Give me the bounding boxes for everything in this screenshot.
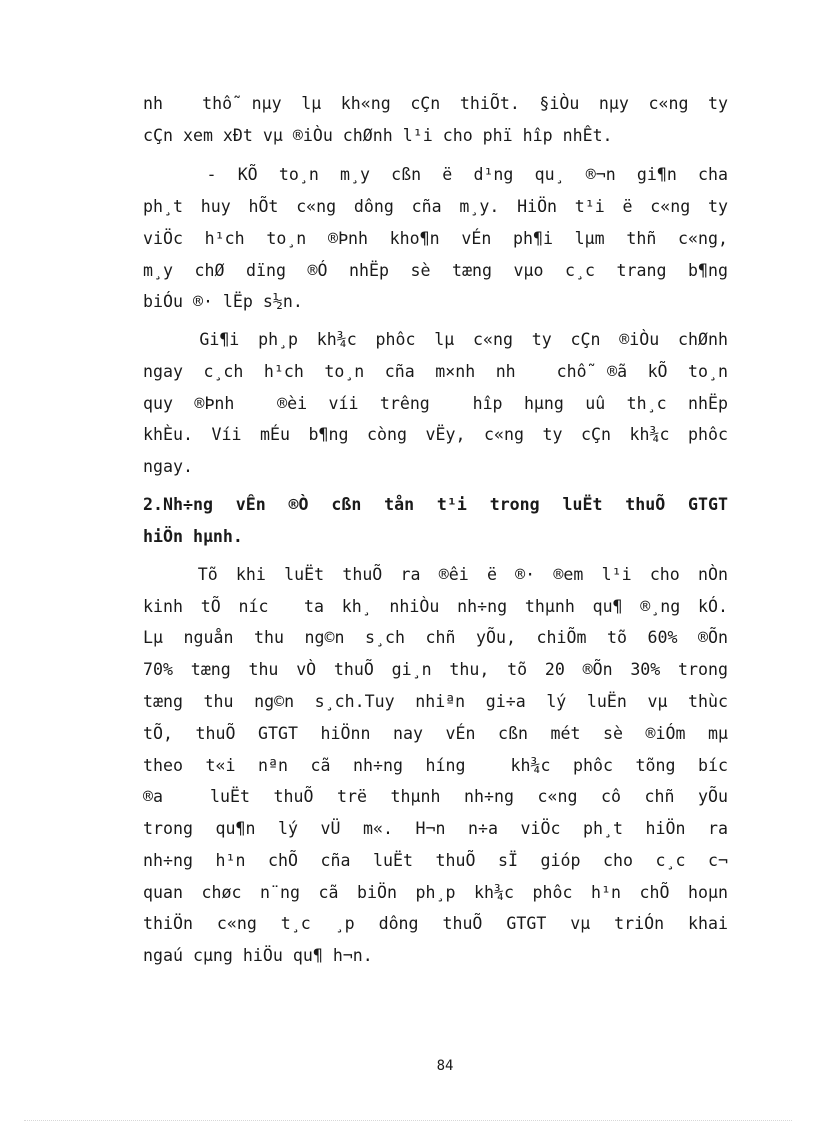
bottom-rule (24, 1120, 792, 1121)
paragraph-line: ngaú cµng hiÖu qu¶ h¬n. (143, 946, 373, 965)
page-number: 84 (436, 1058, 454, 1074)
paragraph-line: ngay. (143, 457, 193, 476)
paragraph-line: Tõ khi luËt thuÕ ra ®êi ë ®· ®em l¹i cho nÒn (143, 565, 728, 584)
paragraph-line: ph¸t huy hÕt c«ng dông cña m¸y. HiÖn t¹i ë c«ng ty (143, 197, 728, 216)
paragraph-line: Gi¶i ph¸p kh¾c phôc lµ c«ng ty cÇn ®iÒu chØnh (143, 330, 728, 349)
paragraph-line: tÕ, thuÕ GTGT hiÖnn nay vÉn cßn mét sè ®iÓm mµ (143, 724, 728, 743)
paragraph-line: trong qu¶n lý vÜ m«. H¬n n÷a viÖc ph¸t hiÖn ra (143, 819, 728, 838)
paragraph-line: - KÕ to¸n m¸y cßn ë d¹ng qu¸ ®¬n gi¶n cha (143, 165, 728, 184)
paragraph-line: theo t«i nªn cã nh÷ng híng kh¾c phôc tõng bíc (143, 756, 728, 775)
paragraph-line: khÈu. Víi mÉu b¶ng còng vËy, c«ng ty cÇn kh¾c phôc (143, 425, 728, 444)
paragraph-line: biÓu ®· lËp s½n. (143, 292, 303, 311)
section-heading-line: hiÖn hµnh. (143, 527, 243, 546)
paragraph-line: cÇn xem xÐt vµ ®iÒu chØnh l¹i cho phï hîp nhÊt. (143, 126, 613, 145)
paragraph-line: m¸y chØ dïng ®Ó nhËp sè tæng vµo c¸c trang b¶ng (143, 261, 728, 280)
paragraph-line: 70% tæng thu vÒ thuÕ gi¸n thu, tõ 20 ®Õn 30% trong (143, 660, 728, 679)
paragraph-line: tæng thu ng©n s¸ch.Tuy nhiªn gi÷a lý luËn vµ thùc (143, 692, 728, 711)
paragraph-line: quan chøc n¨ng cã biÖn ph¸p kh¾c phôc h¹n chÕ hoµn (143, 883, 728, 902)
paragraph-line: kinh tÕ níc ta kh¸ nhiÒu nh÷ng thµnh qu¶ ®¸ng kÓ. (143, 597, 728, 616)
paragraph-line: Lµ nguån thu ng©n s¸ch chñ yÕu, chiÕm tõ 60% ®Õn (143, 628, 728, 647)
paragraph-line: quy ®Þnh ®èi víi trêng hîp hµng uû th¸c nhËp (143, 394, 728, 413)
section-heading-line: 2.Nh÷ng vÊn ®Ò cßn tån t¹i trong luËt thuÕ GTGT (143, 495, 728, 514)
paragraph-line: thiÖn c«ng t¸c ¸p dông thuÕ GTGT vµ triÓn khai (143, 914, 728, 933)
paragraph-line: viÖc h¹ch to¸n ®Þnh kho¶n vÉn ph¶i lµm thñ c«ng, (143, 229, 728, 248)
paragraph-line: ®a luËt thuÕ trë thµnh nh÷ng c«ng cô chñ yÕu (143, 787, 728, 806)
paragraph-line: nh thỗ nµy lµ kh«ng cÇn thiÕt. §iÒu nµy c«ng ty (143, 94, 728, 113)
paragraph-line: nh÷ng h¹n chÕ cña luËt thuÕ sÏ gióp cho c¸c c¬ (143, 851, 728, 870)
paragraph-line: ngay c¸ch h¹ch to¸n cña m×nh nh chỗ ®ã kÕ to¸n (143, 362, 728, 381)
